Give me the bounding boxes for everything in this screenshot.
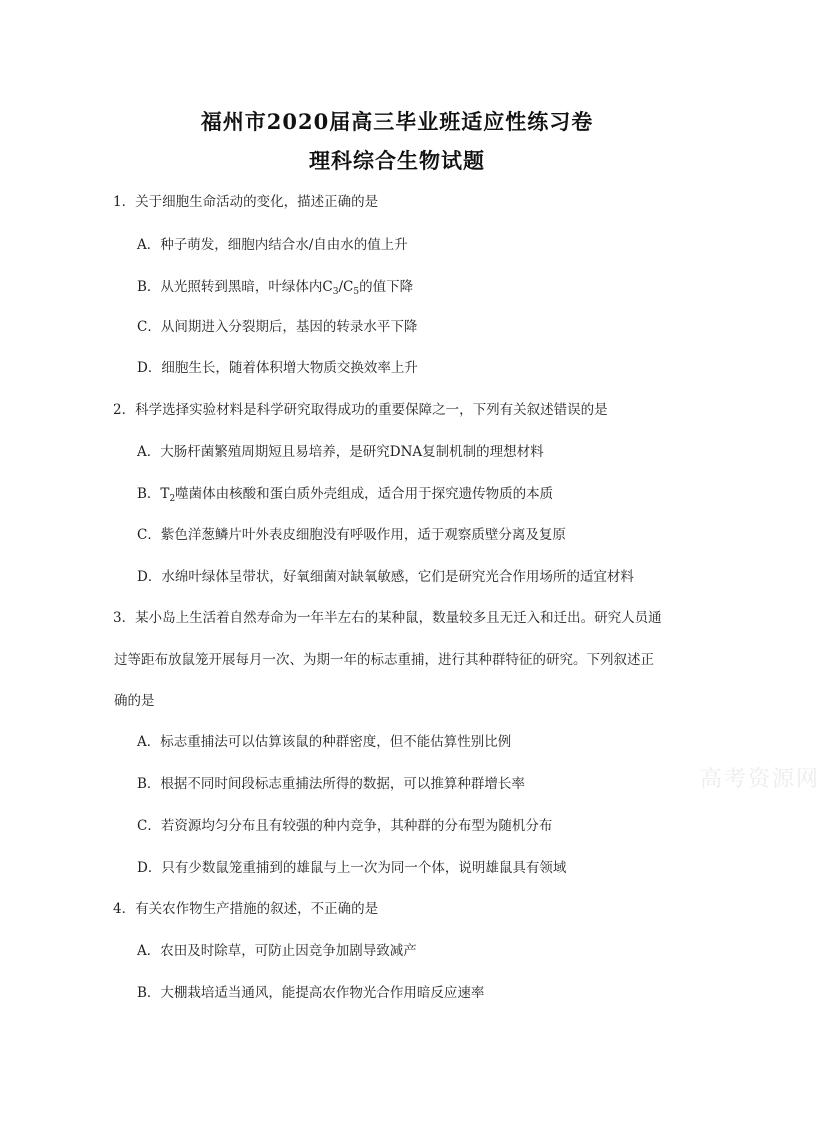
question-2-option-b [137,485,553,508]
question-2-option-a: A．大肠杆菌繁殖周期短且易培养，是研究DNA复制机制的理想材料 [137,444,544,460]
option-text: 的值下降 [359,279,414,295]
question-2-stem: 2．科学选择实验材料是科学研究取得成功的重要保障之一，下列有关叙述错误的是 [113,402,608,418]
exam-subtitle: 理科综合生物试题 [309,148,485,173]
question-4-stem: 4．有关农作物生产措施的叙述，不正确的是 [113,901,379,917]
question-3-option-c: C．若资源均匀分布且有较强的种内竞争，其种群的分布型为随机分布 [137,818,553,834]
question-3-stem-line-2: 过等距布放鼠笼开展每月一次、为期一年的标志重捕，进行其种群特征的研究。下列叙述正 [114,652,654,668]
question-4-option-a: A．农田及时除草，可防止因竞争加剧导致减产 [137,943,417,959]
question-1-option-c: C．从间期进入分裂期后，基因的转录水平下降 [137,319,418,335]
question-1-option-d: D．细胞生长，随着体积增大物质交换效率上升 [137,360,418,376]
exam-title: 福州市2020届高三毕业班适应性练习卷 [200,109,594,134]
question-3-stem-line-3: 确的是 [114,693,155,709]
question-1-option-a: A．种子萌发，细胞内结合水/自由水的值上升 [137,237,408,253]
question-2-option-d: D．水绵叶绿体呈带状，好氧细菌对缺氧敏感，它们是研究光合作用场所的适宜材料 [137,569,634,585]
question-3-option-b: B．根据不同时间段标志重捕法所得的数据，可以推算种群增长率 [137,776,525,792]
subscript: 2 [169,494,176,504]
option-text: /C [338,279,354,295]
subscript: 5 [353,287,360,297]
question-3-stem-line-1: 3．某小岛上生活着自然寿命为一年半左右的某种鼠，数量较多且无迁入和迁出。研究人员通 [113,610,662,626]
option-text: 噬菌体由核酸和蛋白质外壳组成，适合用于探究遗传物质的本质 [175,486,554,502]
question-4-option-b: B．大棚栽培适当通风，能提高农作物光合作用暗反应速率 [137,985,485,1001]
option-text: B．T [137,486,170,502]
question-3-option-a: A．标志重捕法可以估算该鼠的种群密度，但不能估算性别比例 [137,734,512,750]
watermark: 高考资源网 [700,767,820,792]
subscript: 3 [332,287,339,297]
question-1-stem: 1．关于细胞生命活动的变化，描述正确的是 [113,194,379,210]
question-1-option-b [137,278,413,301]
question-3-option-d: D．只有少数鼠笼重捕到的雄鼠与上一次为同一个体，说明雄鼠具有领域 [137,860,567,876]
question-2-option-c: C．紫色洋葱鳞片叶外表皮细胞没有呼吸作用，适于观察质壁分离及复原 [137,527,566,543]
option-text: B．从光照转到黑暗，叶绿体内C [137,279,333,295]
